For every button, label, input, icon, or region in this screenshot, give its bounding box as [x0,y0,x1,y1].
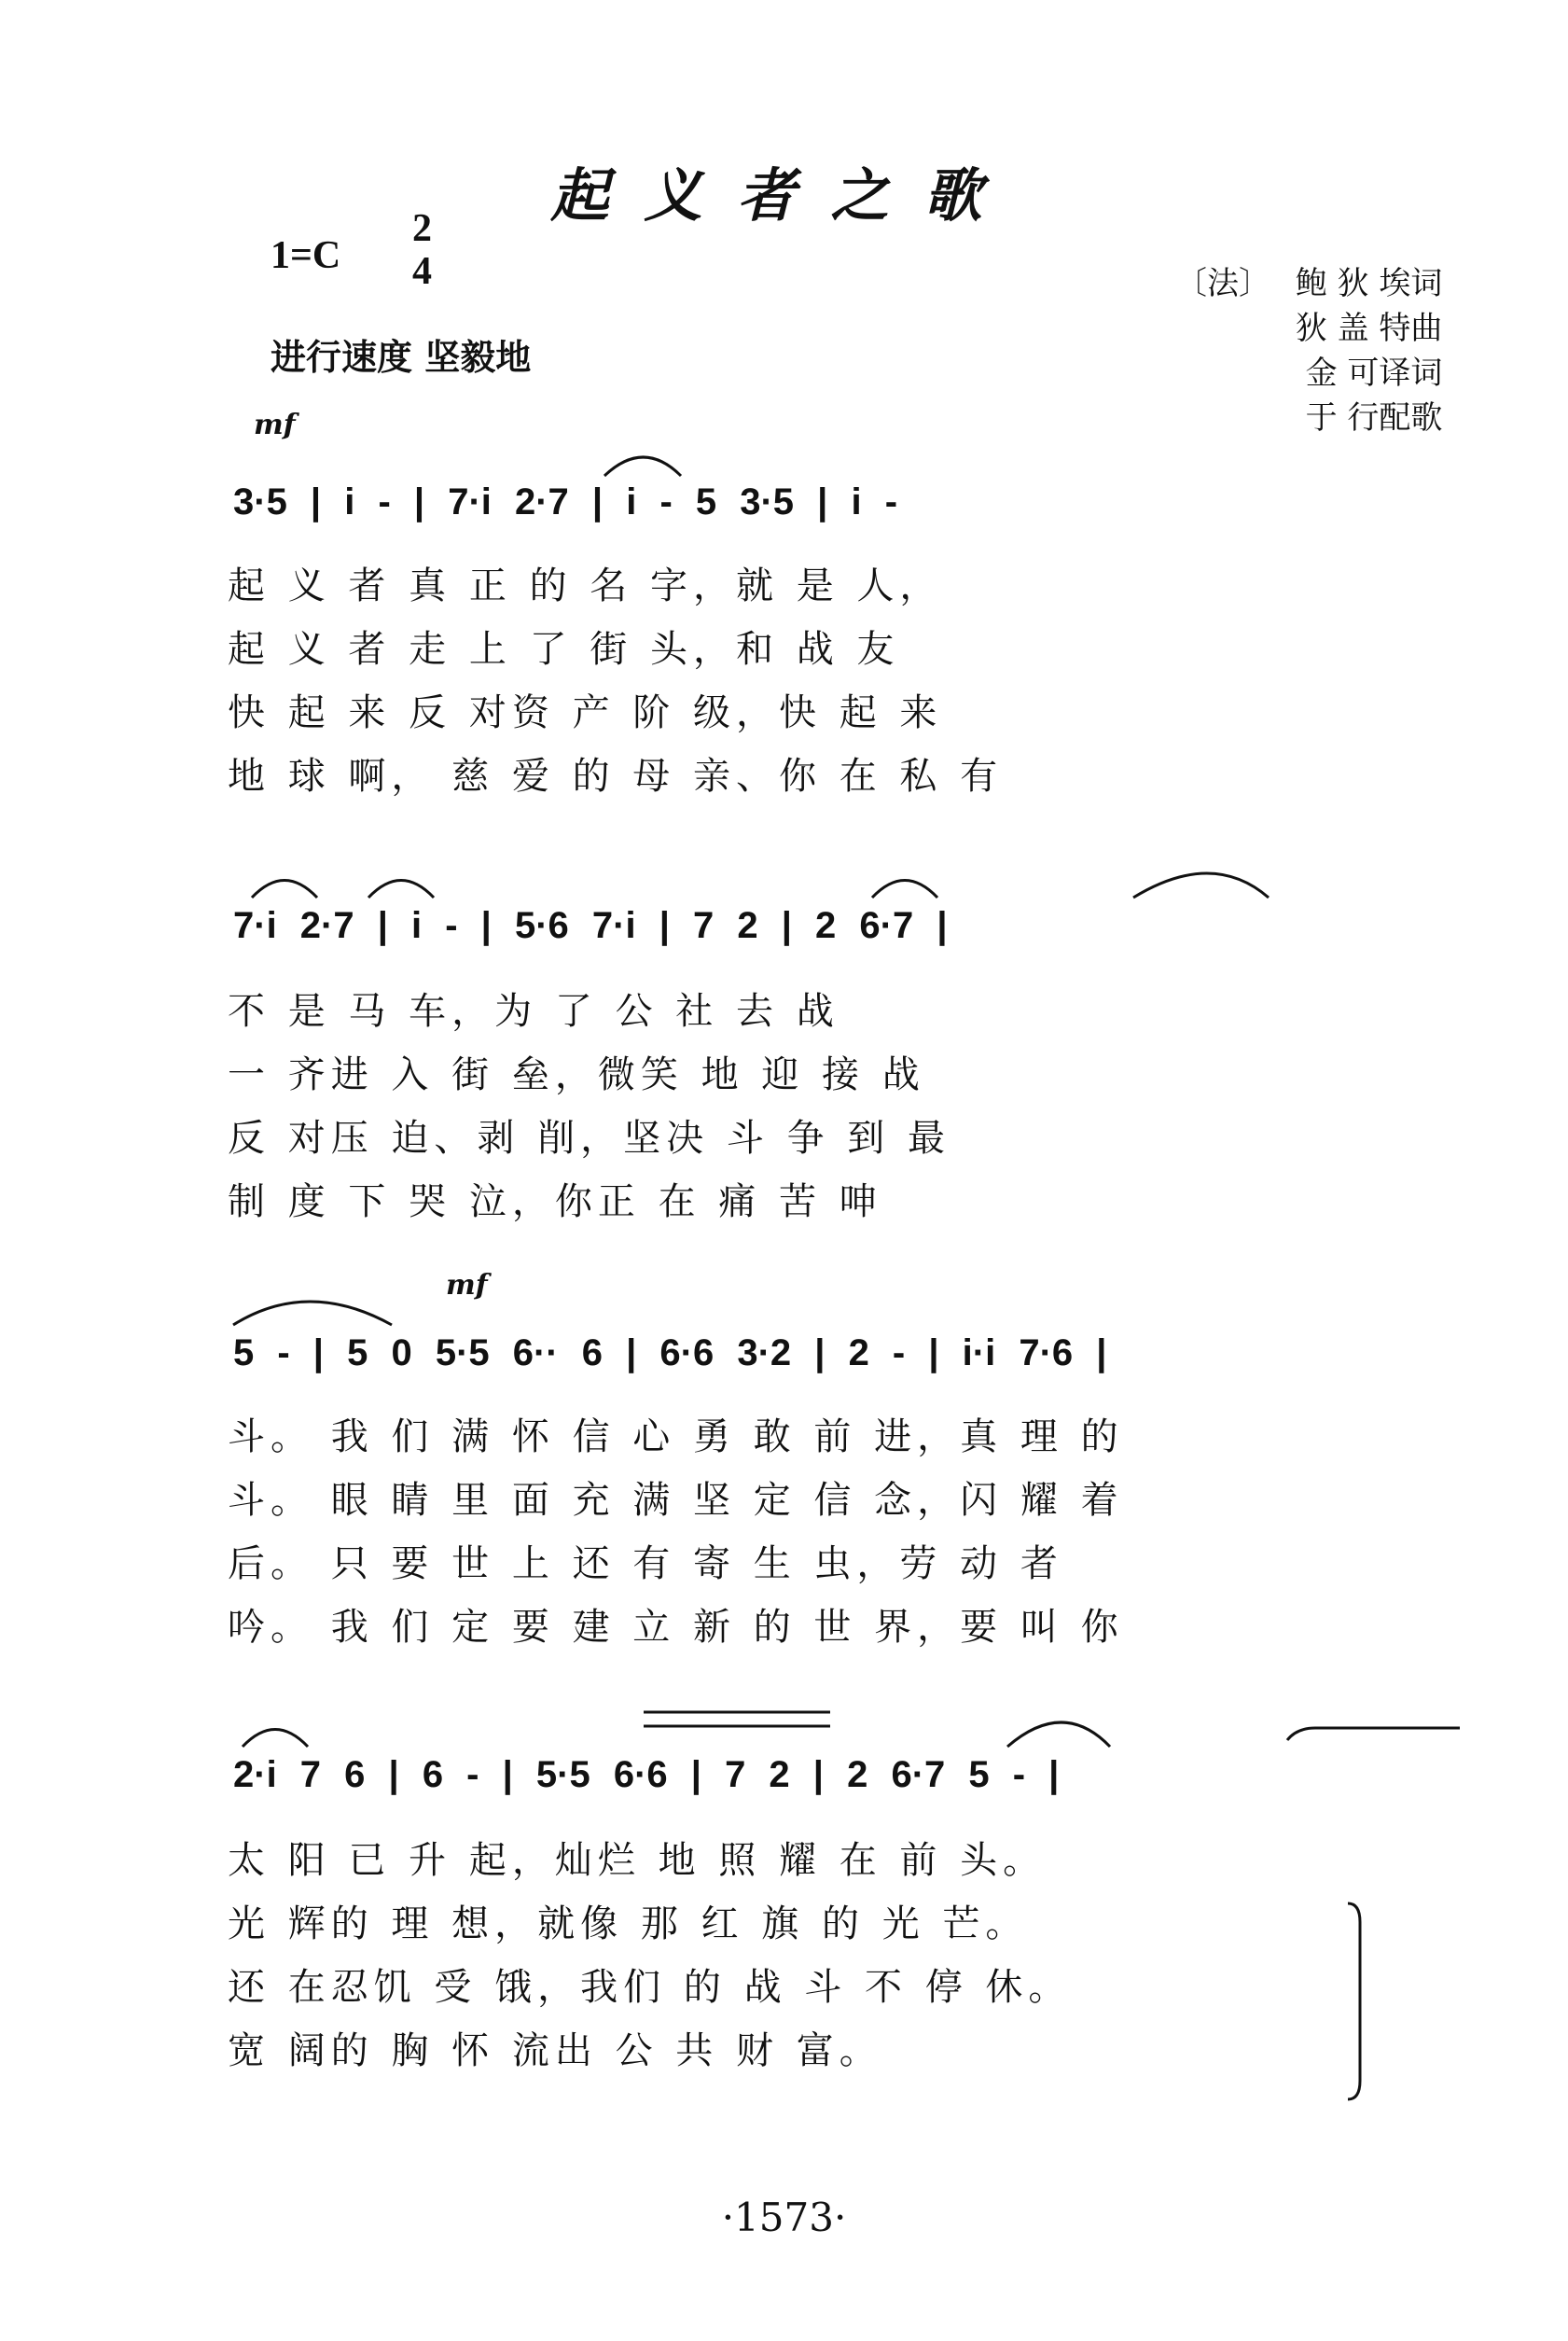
notation-line-2: 7·i 2·7 | i - | 5·6 7·i | 7 2 | 2 6·7 | [233,905,948,946]
lyric-line: 反 对压 迫、剥 削，坚决 斗 争 到 最 [228,1117,951,1160]
lyric-line: 斗。 眼 睛 里 面 充 满 坚 定 信 念，闪 耀 着 [228,1479,1124,1522]
page-number: ·1573· [721,2195,847,2240]
credit-composer: 狄 盖 特曲 [1295,310,1443,347]
time-denominator: 4 [412,250,432,293]
tie-mark [233,1302,392,1325]
lyric-line: 地 球 啊， 慈 爱 的 母 亲、你 在 私 有 [228,755,1004,798]
lyric-line: 光 辉的 理 想，就像 那 红 旗 的 光 芒。 [228,1902,1029,1945]
dynamic-mark-2: mf [446,1269,488,1302]
notation-line-1: 3·5 | i - | 7·i 2·7 | i - 5 3·5 | i - [233,481,898,523]
lyric-line: 还 在忍饥 受 饿，我们 的 战 斗 不 停 休。 [228,1966,1072,2009]
tie-mark [368,881,434,899]
lyric-line: 制 度 下 哭 泣，你正 在 痛 苦 呻 [228,1180,882,1223]
lyric-line: 起 义 者 真 正 的 名 字，就 是 人， [228,564,943,607]
lyric-line: 宽 阔的 胸 怀 流出 公 共 财 富。 [228,2029,882,2072]
lyric-line: 不 是 马 车，为 了 公 社 去 战 [228,990,840,1033]
tie-mark [872,881,937,899]
notation-line-3: 5 - | 5 0 5·5 6·· 6 | 6·6 3·2 | 2 - | i·i 7·6 | [233,1332,1107,1373]
credit-lyricist: 鲍 狄 埃词 [1295,265,1443,302]
lyric-line: 太 阳 已 升 起，灿烂 地 照 耀 在 前 头。 [228,1839,1047,1882]
lyric-line: 后。 只 要 世 上 还 有 寄 生 虫，劳 动 者 [228,1542,1063,1585]
tie-mark [1133,873,1269,898]
tempo-marking: 进行速度 坚毅地 [271,337,532,378]
key-signature: 1=C [271,234,341,277]
bracket-mark [1348,1903,1360,2099]
tie-mark [1007,1722,1110,1747]
tie-mark [1287,1728,1460,1740]
time-numerator: 2 [412,207,432,250]
lyric-line: 起 义 者 走 上 了 街 头，和 战 友 [228,628,900,671]
tie-mark [604,457,681,476]
dynamic-mark-1: mf [254,409,296,441]
song-title: 起义者之歌 [550,161,1018,230]
lyric-line: 快 起 来 反 对资 产 阶 级，快 起 来 [228,691,943,734]
credit-arranger: 于 行配歌 [1305,399,1443,437]
credit-translator: 金 可译词 [1305,355,1443,392]
lyric-line: 斗。 我 们 满 怀 信 心 勇 敢 前 进，真 理 的 [228,1415,1124,1458]
tie-mark [243,1730,308,1748]
notation-line-4: 2·i 7 6 | 6 - | 5·5 6·6 | 7 2 | 2 6·7 5 - | [233,1754,1060,1795]
lyric-line: 吟。 我 们 定 要 建 立 新 的 世 界，要 叫 你 [228,1606,1124,1649]
tie-mark [252,881,317,899]
credits-origin: 〔法〕 [1175,265,1270,302]
lyric-line: 一 齐进 入 街 垒，微笑 地 迎 接 战 [228,1053,925,1096]
